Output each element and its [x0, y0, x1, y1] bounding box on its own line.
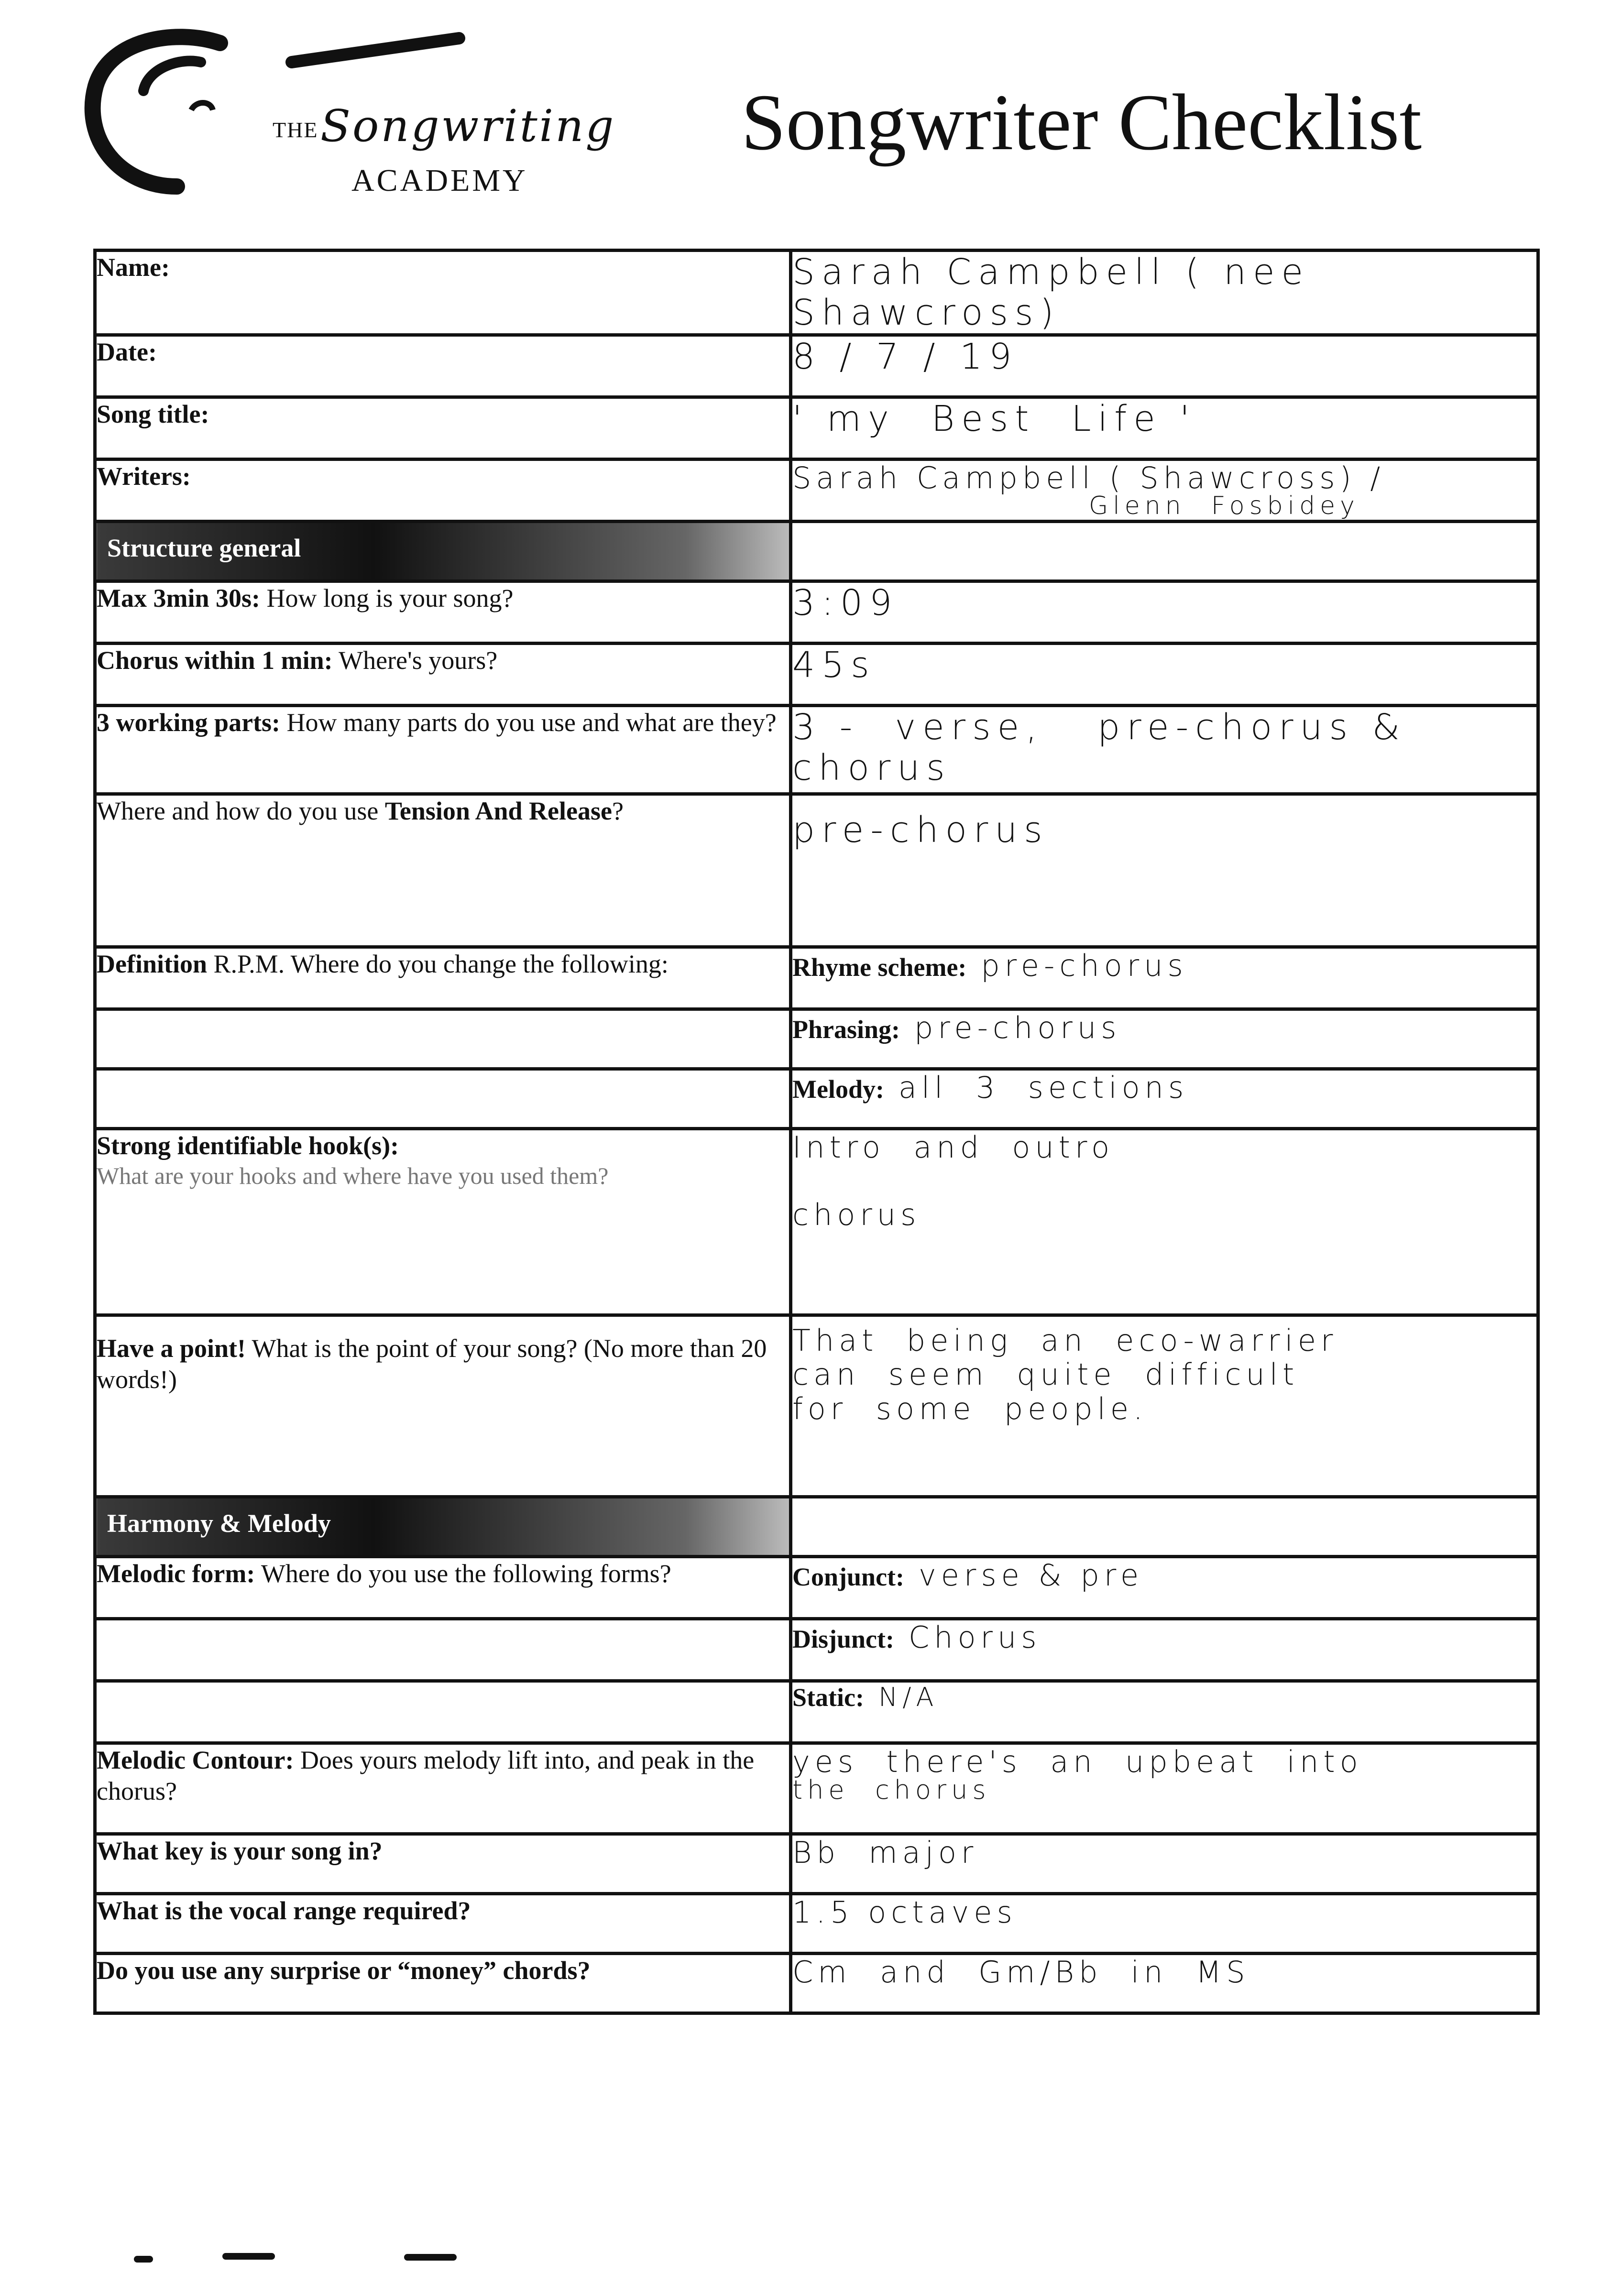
- tension-question: [95, 794, 791, 947]
- name-label-cell: [95, 251, 791, 335]
- tension-answer-cell[interactable]: [791, 794, 1538, 947]
- conjunct-cell[interactable]: [791, 1557, 1538, 1619]
- row-rpm: [95, 947, 1538, 1009]
- writers-answer-cell[interactable]: [791, 459, 1538, 522]
- date-label-cell: [95, 335, 791, 397]
- contour-text: Does yours melody lift into, and peak in the chorus?: [97, 1746, 755, 1805]
- phrasing-answer: pre-chorus: [914, 1010, 1121, 1046]
- key-answer: Bb major: [792, 1835, 978, 1870]
- melody-cell[interactable]: [791, 1069, 1538, 1129]
- contour-label: Melodic Contour:: [97, 1746, 294, 1775]
- working-parts-text: How many parts do you use and what are they?: [286, 708, 777, 737]
- row-disjunct: [95, 1619, 1538, 1681]
- rhyme-label: Rhyme scheme:: [792, 953, 967, 982]
- working-parts-question: [95, 706, 791, 794]
- melody-label: Melody:: [792, 1075, 884, 1104]
- surprise-answer: Cm and Gm/Bb in MS: [792, 1955, 1250, 1990]
- date-answer: 8 / 7 / 19: [792, 336, 1019, 378]
- melodic-form-question: [95, 1557, 791, 1619]
- surprise-label: Do you use any surprise or “money” chords?: [97, 1956, 591, 1985]
- date-label: Date:: [97, 338, 157, 367]
- chorus-within-question: [95, 644, 791, 706]
- key-label: What key is your song in?: [97, 1837, 383, 1866]
- section-structure: [95, 522, 1538, 581]
- row-key: [95, 1834, 1538, 1894]
- hooks-answer-line2: chorus: [792, 1197, 921, 1233]
- song-title-label-cell: [95, 397, 791, 459]
- tension-suffix: ?: [612, 797, 624, 826]
- chorus-within-answer: 45s: [792, 645, 876, 686]
- tension-answer: pre-chorus: [792, 809, 1049, 851]
- name-answer: Sarah Campbell ( nee Shawcross): [792, 251, 1328, 334]
- row-point: [95, 1315, 1538, 1497]
- conjunct-label: Conjunct:: [792, 1563, 905, 1592]
- hooks-answer-cell[interactable]: [791, 1129, 1538, 1315]
- point-text: What is the point of your song? (No more than 20 words!): [97, 1334, 767, 1394]
- checklist-table: [93, 249, 1540, 2015]
- section-harmony-blank: [791, 1497, 1538, 1557]
- point-answer-cell[interactable]: [791, 1315, 1538, 1497]
- range-question: [95, 1894, 791, 1954]
- melody-blank: [95, 1069, 791, 1129]
- row-melody: [95, 1069, 1538, 1129]
- max-length-answer-cell[interactable]: [791, 581, 1538, 644]
- key-answer-cell[interactable]: [791, 1834, 1538, 1894]
- tension-text: Where and how do you use: [97, 797, 379, 826]
- phrasing-cell[interactable]: [791, 1009, 1538, 1069]
- point-label: Have a point!: [97, 1334, 246, 1363]
- academy-logo: [81, 29, 616, 201]
- page-title: Songwriter Checklist: [741, 78, 1422, 167]
- rpm-label: Definition: [97, 950, 208, 979]
- row-song-title: [95, 397, 1538, 459]
- row-name: [95, 251, 1538, 335]
- contour-answer-line1: yes there's an upbeat into: [792, 1744, 1363, 1780]
- row-date: [95, 335, 1538, 397]
- hooks-question: [95, 1129, 791, 1315]
- surprise-answer-cell[interactable]: [791, 1954, 1538, 2013]
- working-parts-answer: 3 - verse, pre-chorus & chorus: [792, 707, 1425, 789]
- point-answer-line3: for some people.: [792, 1391, 1148, 1426]
- tension-label: Tension And Release: [384, 797, 612, 826]
- writers-label-cell: [95, 459, 791, 522]
- section-structure-header: Structure general: [95, 522, 791, 581]
- hooks-answer-line1: Intro and outro: [792, 1130, 1115, 1165]
- static-answer: N/A: [878, 1682, 939, 1713]
- row-phrasing: [95, 1009, 1538, 1069]
- row-working-parts: [95, 706, 1538, 794]
- writers-label: Writers:: [97, 462, 191, 491]
- scan-mark: [404, 2254, 457, 2261]
- rhyme-cell[interactable]: [791, 947, 1538, 1009]
- row-tension: [95, 794, 1538, 947]
- writers-answer-line1: Sarah Campbell ( Shawcross) /: [792, 460, 1385, 496]
- point-answer-line2: can seem quite difficult: [792, 1357, 1299, 1392]
- scan-mark: [222, 2253, 275, 2260]
- section-harmony: [95, 1497, 1538, 1557]
- row-writers: [95, 459, 1538, 522]
- chorus-within-text: Where's yours?: [339, 646, 498, 675]
- name-label: Name:: [97, 253, 170, 282]
- name-answer-cell[interactable]: [791, 251, 1538, 335]
- disjunct-label: Disjunct:: [792, 1625, 894, 1654]
- row-range: [95, 1894, 1538, 1954]
- row-chorus-within: [95, 644, 1538, 706]
- disjunct-answer: Chorus: [909, 1620, 1041, 1655]
- song-title-label: Song title:: [97, 400, 209, 429]
- melody-answer: all 3 sections: [898, 1070, 1189, 1105]
- rhyme-answer: pre-chorus: [981, 948, 1188, 984]
- rpm-text: R.P.M. Where do you change the following:: [213, 950, 669, 979]
- hooks-label: Strong identifiable hook(s):: [97, 1131, 399, 1160]
- contour-answer-line2: the chorus: [792, 1775, 991, 1805]
- writers-answer-line2: Glenn Fosbidey: [1089, 492, 1359, 521]
- scan-mark: [134, 2256, 153, 2263]
- song-title-answer-cell[interactable]: [791, 397, 1538, 459]
- logo-script-word: Songwriting: [320, 100, 616, 152]
- row-contour: [95, 1743, 1538, 1834]
- point-question: [95, 1315, 791, 1497]
- hooks-text: What are your hooks and where have you used them?: [97, 1162, 609, 1189]
- rpm-question: [95, 947, 791, 1009]
- key-question: [95, 1834, 791, 1894]
- working-parts-label: 3 working parts:: [97, 708, 281, 737]
- date-answer-cell[interactable]: [791, 335, 1538, 397]
- chorus-within-answer-cell[interactable]: [791, 644, 1538, 706]
- max-length-question: [95, 581, 791, 644]
- range-answer-cell[interactable]: [791, 1894, 1538, 1954]
- max-length-answer: 3:09: [792, 582, 899, 624]
- point-answer-line1: That being an eco-warrier: [792, 1323, 1338, 1358]
- melodic-form-label: Melodic form:: [97, 1559, 255, 1588]
- section-harmony-header: Harmony & Melody: [95, 1497, 791, 1557]
- melodic-form-text: Where do you use the following forms?: [261, 1559, 671, 1588]
- row-melodic-form: [95, 1557, 1538, 1619]
- static-label: Static:: [792, 1683, 864, 1712]
- max-length-text: How long is your song?: [266, 584, 514, 613]
- row-max-length: [95, 581, 1538, 644]
- conjunct-answer: verse & pre: [919, 1558, 1144, 1593]
- row-surprise: [95, 1954, 1538, 2013]
- disjunct-cell[interactable]: [791, 1619, 1538, 1681]
- surprise-question: [95, 1954, 791, 2013]
- static-cell[interactable]: [791, 1681, 1538, 1743]
- range-answer: 1.5 octaves: [792, 1895, 1017, 1930]
- static-blank: [95, 1681, 791, 1743]
- working-parts-answer-cell[interactable]: [791, 706, 1538, 794]
- section-structure-blank: [791, 522, 1538, 581]
- logo-the: THE: [273, 118, 318, 142]
- range-label: What is the vocal range required?: [97, 1896, 471, 1925]
- chorus-within-label: Chorus within 1 min:: [97, 646, 333, 675]
- logo-academy: ACADEMY: [351, 163, 528, 198]
- max-length-label: Max 3min 30s:: [97, 584, 260, 613]
- phrasing-label: Phrasing:: [792, 1015, 900, 1044]
- row-hooks: [95, 1129, 1538, 1315]
- song-title-answer: ' my Best Life ': [792, 398, 1196, 440]
- contour-question: [95, 1743, 791, 1834]
- disjunct-blank: [95, 1619, 791, 1681]
- contour-answer-cell[interactable]: [791, 1743, 1538, 1834]
- phrasing-blank: [95, 1009, 791, 1069]
- row-static: [95, 1681, 1538, 1743]
